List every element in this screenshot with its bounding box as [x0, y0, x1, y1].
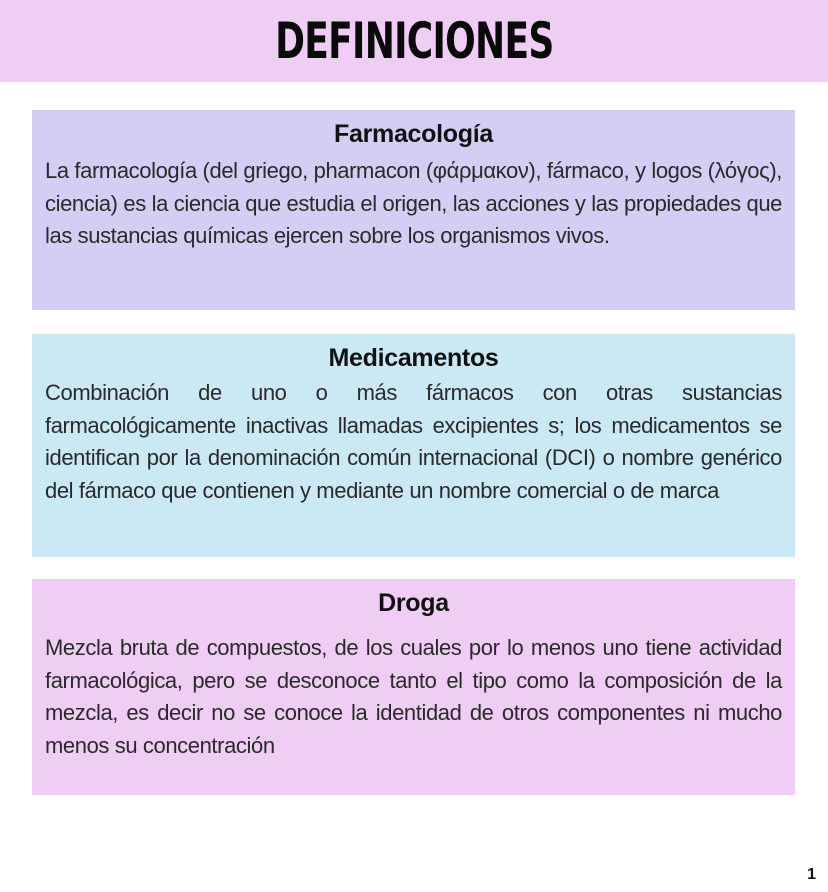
card-title: Farmacología — [334, 120, 493, 148]
page-number: 1 — [807, 866, 816, 883]
card-body: Combinación de uno o más fármacos con otras sustancias farmacológicamente inactivas llamadas excipientes s; los medicamentos se identifican por la denominación común internacional (DCI) o nombre genérico del fármaco que contienen y mediante un nombre comercial o de marca — [45, 380, 782, 503]
page-title: DEFINICIONES — [274, 12, 554, 70]
card-title: Medicamentos — [328, 344, 499, 372]
header-banner — [0, 0, 828, 82]
definition-card-droga — [32, 579, 795, 795]
definition-card-farmacologia — [32, 110, 795, 310]
definition-card-medicamentos — [32, 334, 795, 557]
card-title: Droga — [378, 589, 449, 617]
card-body: Mezcla bruta de compuestos, de los cuales por lo menos uno tiene actividad farmacológica, pero se desconoce tanto el tipo como la composición de la mezcla, es decir no se conoce la identidad de otros componentes ni mucho menos su concentración — [45, 635, 782, 758]
card-body: La farmacología (del griego, pharmacon (φάρμακον), fármaco, y logos (λόγος), ciencia) es la ciencia que estudia el origen, las acciones y las propiedades que las sustancias químicas ejercen sobre los organismos vivos. — [45, 158, 782, 248]
